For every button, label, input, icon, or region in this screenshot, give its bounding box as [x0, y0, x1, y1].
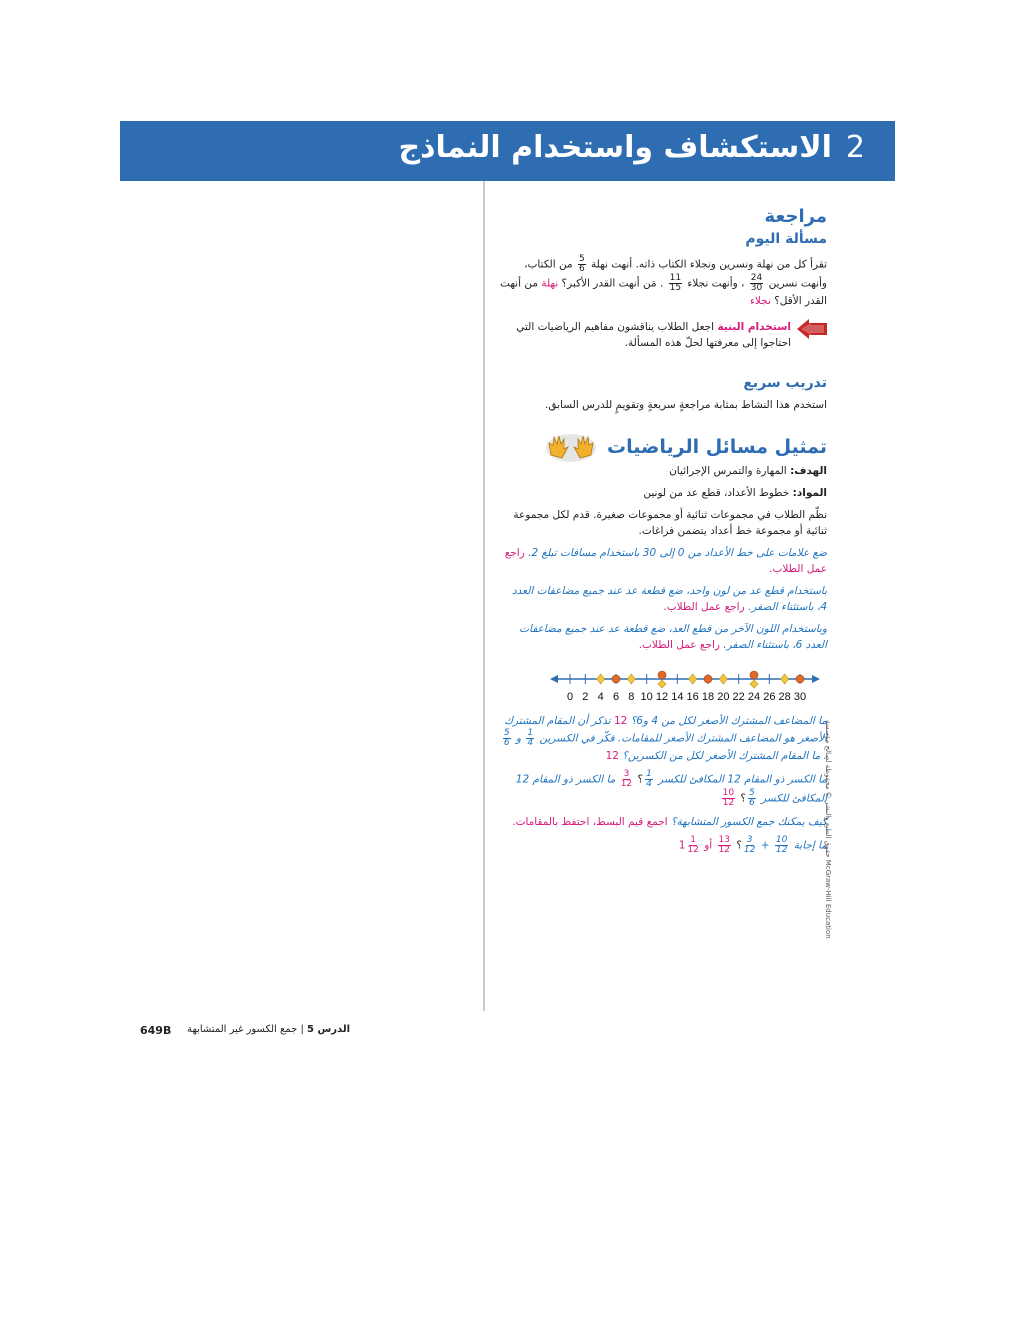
- lesson-banner: [120, 121, 895, 181]
- tick-label: 28: [778, 691, 791, 703]
- tick-label: 6: [612, 691, 620, 703]
- tick-label: 20: [717, 691, 730, 703]
- step-3: [500, 621, 827, 653]
- frac-num: 11: [669, 273, 682, 283]
- goal-label: الهدف:: [790, 465, 827, 477]
- frac-num: 1: [646, 769, 652, 779]
- q1b-answer: 12: [605, 750, 619, 762]
- q1-text: ما المضاعف المشترك الأصغر لكل من 4 و6؟: [630, 715, 827, 727]
- frac-num: 1: [527, 728, 534, 738]
- q3-text: كيف يمكنك جمع الكسور المتشابهة؟: [670, 816, 827, 828]
- counter-multiple-4: [597, 674, 605, 684]
- copyright-notice: حقوق الطبع والنشر © محفوظة لصالح مؤسسة McGraw-Hill Education: [824, 720, 832, 939]
- banner-title: [398, 130, 865, 165]
- tick-label: 26: [763, 691, 776, 703]
- answer-max: نهلة: [541, 277, 559, 290]
- q4-answer-fraction: [718, 836, 731, 855]
- frac-num: 10: [775, 835, 788, 845]
- step-1-text: ضع علامات على خط الأعداد من 0 إلى 30 باستخدام مسافات تبلغ 2.: [528, 547, 827, 559]
- frac-num: 5: [503, 728, 510, 738]
- frac-den: 30: [750, 283, 763, 293]
- frac-num: 5: [578, 254, 585, 264]
- mixed-fraction: [687, 836, 698, 855]
- materials-line: [500, 485, 827, 501]
- q4-plus: +: [760, 839, 770, 852]
- q1-fraction-b: [503, 729, 511, 748]
- frac-num: 3: [623, 769, 630, 779]
- q4-fraction-a: [775, 836, 788, 855]
- hands-icon: [545, 431, 597, 463]
- number-line: [500, 667, 827, 709]
- frac-den: 12: [687, 845, 699, 855]
- tick-label: 0: [566, 691, 574, 703]
- step-2-text: باستخدام قطع عد من لون واحد، ضع قطعة عد عند جميع مضاعفات العدد 4، باستثناء الصفر.: [511, 585, 827, 613]
- materials-label: المواد:: [792, 487, 827, 499]
- problem-text: [500, 255, 827, 309]
- frac-den: 15: [669, 283, 682, 293]
- tick-label: 24: [747, 691, 761, 703]
- frac-num: 5: [748, 788, 755, 798]
- fraction-najla: [669, 274, 682, 293]
- counter-multiple-4: [658, 680, 666, 688]
- q3-answer: اجمع قيم البسط، احتفظ بالمقامات.: [512, 816, 668, 828]
- banner-number: 2: [845, 130, 865, 165]
- q4-fraction-b: [744, 836, 755, 855]
- mixed-whole: 1: [678, 839, 686, 852]
- q2b-text: ما الكسر ذو المقام 12 المكافئ للكسر: [515, 773, 827, 805]
- counter-multiple-6: [612, 675, 620, 683]
- step-2: [500, 583, 827, 615]
- question-3: [500, 814, 827, 830]
- q2-fraction: [645, 770, 653, 789]
- frac-num: 24: [750, 273, 763, 283]
- teacher-column: [500, 205, 827, 861]
- tick-label: 2: [582, 691, 589, 703]
- question-2: ما الكسر ذو المقام 12 المكافئ للكسر $\frac{1}{4}$ ؟ $\frac{3}{12}$ ما الكسر ذو المقام 12 المكافئ للكسر $\frac{5}{6}$ ؟ $\frac{10}{12}$: [515, 769, 827, 808]
- structure-arrow-icon: [797, 319, 827, 339]
- answer-min: نجلاء: [749, 295, 771, 307]
- tick-label: 16: [686, 691, 699, 703]
- q2-text: ما الكسر ذو المقام 12 المكافئ للكسر: [658, 773, 827, 786]
- q2b-answer-fraction: [722, 789, 735, 808]
- right-arrow-head: [812, 675, 820, 683]
- page-number: 649B: [140, 1024, 172, 1037]
- frac-num: 1: [690, 835, 696, 845]
- q1c-text: . ما المقام المشترك الأصغر لكل من الكسرين؟: [622, 750, 827, 762]
- step-1: [500, 545, 827, 577]
- question-4: ما إجابة $\frac{10}{12}$ + $\frac{3}{12}$ ؟ $\frac{13}{12}$ أو 1 $\frac{1}{12}$: [678, 835, 827, 855]
- q1-and: و: [516, 732, 522, 745]
- footer-lesson: الدرس 5: [307, 1024, 350, 1035]
- frac-den: 12: [743, 845, 756, 855]
- question-1: [500, 713, 827, 764]
- counter-multiple-6: [658, 671, 666, 679]
- intro-text: نظّم الطلاب في مجموعات ثنائية أو مجموعات صغيرة. قدم لكل مجموعة ثنائية أو مجموعة خط أعداد يتضمن فراغات.: [513, 509, 827, 537]
- review-heading: مراجعة: [764, 206, 827, 227]
- tick-label: 14: [671, 691, 684, 703]
- frac-den: 4: [527, 738, 534, 748]
- frac-den: 6: [578, 264, 585, 274]
- counter-multiple-4: [627, 674, 635, 684]
- footer-title: جمع الكسور غير المتشابهة: [187, 1024, 298, 1035]
- frac-num: 3: [746, 835, 753, 845]
- footer-sep: |: [300, 1024, 304, 1035]
- step-3-text: وباستخدام اللون الآخر من قطع العد، ضع قطعة عد عند جميع مضاعفات العدد 6، باستثناء الصفر.: [519, 623, 827, 651]
- goal-line: [500, 463, 827, 479]
- problem-of-day-heading: مسألة اليوم: [745, 231, 827, 247]
- tick-label: 30: [793, 691, 807, 703]
- step-1-check: راجع عمل الطلاب.: [504, 547, 827, 575]
- q2-answer-fraction: [621, 770, 632, 789]
- step-3-check: راجع عمل الطلاب.: [638, 639, 720, 651]
- structure-note-text: [500, 319, 791, 351]
- q1-fraction-a: [526, 729, 534, 748]
- goal-text: المهارة والتمرس الإجرائيان: [669, 465, 787, 477]
- step-2-check: راجع عمل الطلاب.: [663, 601, 745, 613]
- q1b-text: تذكر أن المقام المشترك الأصغر هو المضاعف المشترك الأصغر للمقامات. فكّر في الكسرين: [504, 715, 827, 745]
- number-line-svg: [500, 667, 827, 709]
- problem-text-1: تقرأ كل من نهلة ونسرين ونجلاء الكتاب ذاته. أنهت نهلة: [591, 258, 827, 271]
- tick-label: 4: [597, 691, 604, 703]
- frac-den: 12: [775, 845, 788, 855]
- frac-den: 4: [646, 779, 652, 789]
- frac-den: 6: [503, 738, 510, 748]
- tick-label: 22: [732, 691, 745, 703]
- frac-den: 12: [722, 798, 735, 808]
- fraction-nisreen: [750, 274, 763, 293]
- column-divider: [483, 181, 485, 1011]
- counter-multiple-6: [750, 671, 758, 679]
- q4-mixed-number: [679, 836, 701, 855]
- q4-text: ما إجابة: [793, 839, 827, 852]
- fraction-nahla: [578, 255, 586, 274]
- tick-label: 18: [701, 691, 715, 703]
- left-arrow-head: [550, 675, 558, 683]
- modeling-heading: تمثيل مسائل الرياضيات: [607, 436, 827, 458]
- structure-label: استخدام البنية: [717, 321, 791, 333]
- use-structure-note: [500, 319, 827, 357]
- banner-title-text: الاستكشاف واستخدام النماذج: [398, 130, 832, 165]
- problem-text-5: من أنهت القدر الأقل؟: [500, 277, 827, 307]
- q2b-fraction: [748, 789, 756, 808]
- counter-multiple-6: [704, 675, 712, 683]
- materials-text: خطوط الأعداد، قطع عد من لونين: [643, 487, 790, 499]
- q4-or: أو: [704, 839, 713, 852]
- quick-practice-text: استخدم هذا النشاط بمثابة مراجعةٍ سريعةٍ وتقويمٍ للدرس السابق.: [545, 399, 827, 411]
- counter-multiple-6: [796, 675, 804, 683]
- frac-num: 10: [722, 788, 735, 798]
- q1-answer: 12: [614, 715, 628, 727]
- modeling-heading-row: [500, 431, 827, 463]
- structure-text: اجعل الطلاب يناقشون مفاهيم الرياضيات التي احتاجوا إلى معرفتها لحلّ هذه المسألة.: [516, 321, 791, 349]
- counter-multiple-4: [689, 674, 697, 684]
- tick-label: 8: [628, 691, 635, 703]
- tick-label: 12: [655, 691, 669, 703]
- problem-text-3: ، وأنهت نجلاء: [687, 277, 745, 290]
- problem-text-4: . مَن أنهت القدر الأكبر؟: [561, 277, 664, 290]
- quick-practice-heading: تدريب سريع: [743, 375, 827, 391]
- page-footer: [140, 1024, 350, 1037]
- counter-multiple-4: [781, 674, 789, 684]
- counter-multiple-4: [719, 674, 727, 684]
- frac-den: 6: [748, 798, 755, 808]
- problem-text-2: من الكتاب، وأنهت نسرين: [524, 258, 827, 290]
- frac-den: 12: [620, 779, 633, 789]
- tick-label: 10: [640, 691, 653, 703]
- counter-multiple-4: [750, 680, 758, 688]
- frac-num: 13: [718, 835, 730, 845]
- frac-den: 12: [718, 845, 730, 855]
